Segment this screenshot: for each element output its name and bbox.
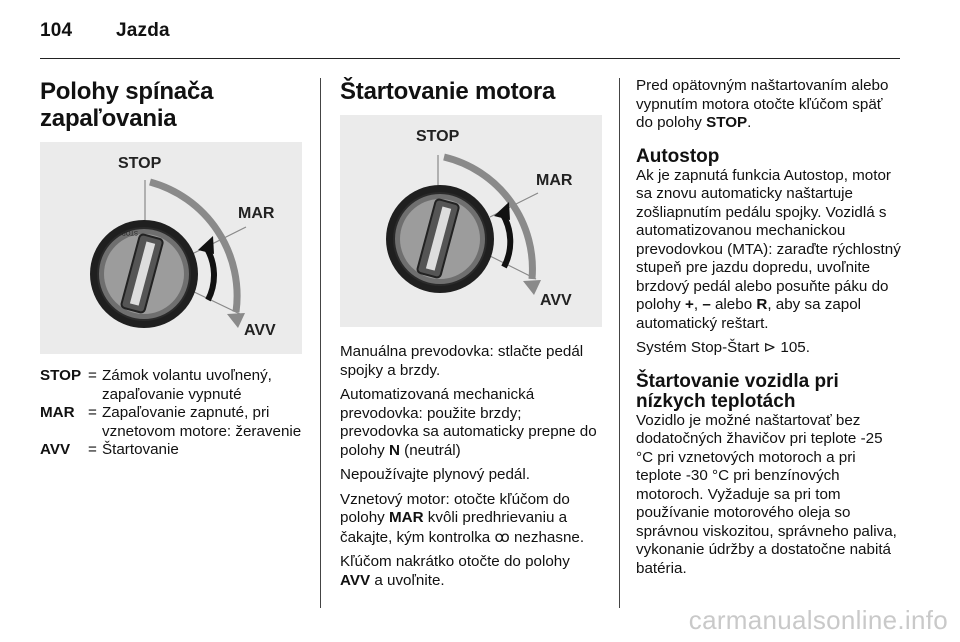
middle-title: Štartovanie motora [340, 78, 556, 105]
paragraph-text: kvôli predhrievaniu a čakajte, kým kontrolka [340, 509, 568, 546]
definition-eq: = [88, 367, 97, 384]
right-column [636, 77, 902, 584]
definition-desc: Zámok volantu uvoľnený, zapaľovanie vypnuté [102, 367, 272, 403]
header-rule [40, 58, 900, 59]
gear-n: N [388, 441, 400, 459]
definition-desc: Štartovanie [102, 441, 179, 458]
position-definitions [40, 367, 306, 460]
definition-eq: = [88, 441, 97, 458]
definition-row [40, 441, 306, 460]
ignition-diagram [40, 142, 302, 354]
label-avv: AVV [244, 322, 276, 339]
watermark: carmanualsonline.info [688, 605, 948, 635]
paragraph: Vozidlo je možné naštartovať bez dodatočných žhavičov pri teplote -25 °C pri vznetových motoroch a pri teplote -30 °C pri benzínových motoroch. Vyžaduje sa pri tom používanie motorového oleja so správnou viskozitou, správneho paliva, vykonanie údržby a dostatočne nabitá batéria. [636, 411, 897, 577]
column-divider-2 [619, 78, 620, 608]
paragraph: Nepoužívajte plynový pedál. [340, 466, 530, 483]
paragraph-text: Ak je zapnutá funkcia Autostop, motor sa znovu automaticky naštartuje zošliapnutím pedálu spojky. Vozidlá s automatizovanou mechanickou prevodovkou (MTA): zaraďte rýchlostný stupeň pre jazdu dopredu, uvoľnite brzdový pedál alebo posuňte páku do polohy [636, 166, 901, 313]
paragraph-text: Automatizovaná mechanická prevodovka: použite brzdy; [340, 386, 535, 422]
page-number: 104 [40, 20, 73, 41]
paragraph-text: Systém Stop-Štart [636, 339, 764, 356]
page-header [40, 20, 170, 42]
paragraph-text: prevodovka sa automaticky prepne do polohy [340, 423, 597, 459]
label-avv: AVV [540, 292, 572, 309]
label-mar: MAR [536, 172, 573, 189]
lever-minus: – [702, 296, 711, 313]
paragraph-text: Vznetový motor: otočte kľúčom do polohy [340, 490, 570, 526]
starting-figure [340, 115, 602, 327]
column-divider-1 [320, 78, 321, 608]
definition-term: MAR [40, 404, 75, 421]
left-column [40, 72, 306, 460]
paragraph-text: Pred opätovným naštartovaním alebo vypnutím motora otočte kľúčom späť do polohy [636, 77, 889, 131]
ignition-diagram [340, 115, 602, 327]
paragraph-text: Kľúčom nakrátko otočte do polohy [340, 553, 570, 570]
page-reference[interactable]: 105. [776, 339, 810, 356]
label-mar: MAR [238, 205, 275, 222]
paragraph-text: (neutrál) [399, 441, 461, 459]
position-stop: STOP [706, 114, 748, 131]
definition-desc: Zapaľovanie zapnuté, pri vznetovom motore: žeravenie [102, 404, 302, 440]
reference-arrow-icon: ⊳ [763, 339, 777, 356]
ignition-positions-figure [40, 142, 302, 354]
paragraph [340, 491, 604, 548]
definition-term: STOP [40, 367, 82, 384]
paragraph-text: . [747, 114, 752, 131]
gear-r: R [756, 296, 768, 313]
heading-autostop: Autostop [636, 145, 720, 167]
definition-row [40, 404, 306, 441]
paragraph [340, 386, 604, 423]
middle-body [340, 343, 604, 590]
paragraph-text: a uvoľnite. [370, 571, 445, 589]
svg-text:STOP: STOP [121, 229, 138, 235]
left-title [40, 78, 306, 132]
heading-cold-start: Štartovanie vozidla pri nízkych teplotách [636, 370, 839, 412]
paragraph [636, 77, 902, 133]
left-title-line1: Polohy spínača [40, 78, 214, 105]
definition-row [40, 367, 306, 404]
label-stop: STOP [118, 155, 162, 172]
position-avv: AVV [340, 571, 371, 589]
label-stop: STOP [416, 128, 460, 145]
paragraph [340, 553, 604, 590]
paragraph-text: alebo [710, 296, 757, 313]
paragraph-text: , [693, 296, 703, 313]
paragraph-text: nezhasne. [509, 528, 585, 546]
paragraph [636, 339, 902, 358]
paragraph: Manuálna prevodovka: stlačte pedál spojky a brzdy. [340, 343, 584, 379]
middle-column [340, 72, 604, 596]
paragraph [636, 167, 902, 334]
position-mar: MAR [388, 509, 424, 526]
lever-plus: + [684, 296, 694, 313]
section-title: Jazda [116, 20, 170, 41]
left-title-line2: zapaľovania [40, 105, 177, 132]
definition-eq: = [88, 404, 97, 421]
definition-term: AVV [40, 441, 71, 458]
paragraph [340, 423, 604, 460]
glow-plug-icon: ꝏ [494, 527, 510, 546]
paragraph-text: , aby sa zapol automatický reštart. [636, 296, 862, 332]
